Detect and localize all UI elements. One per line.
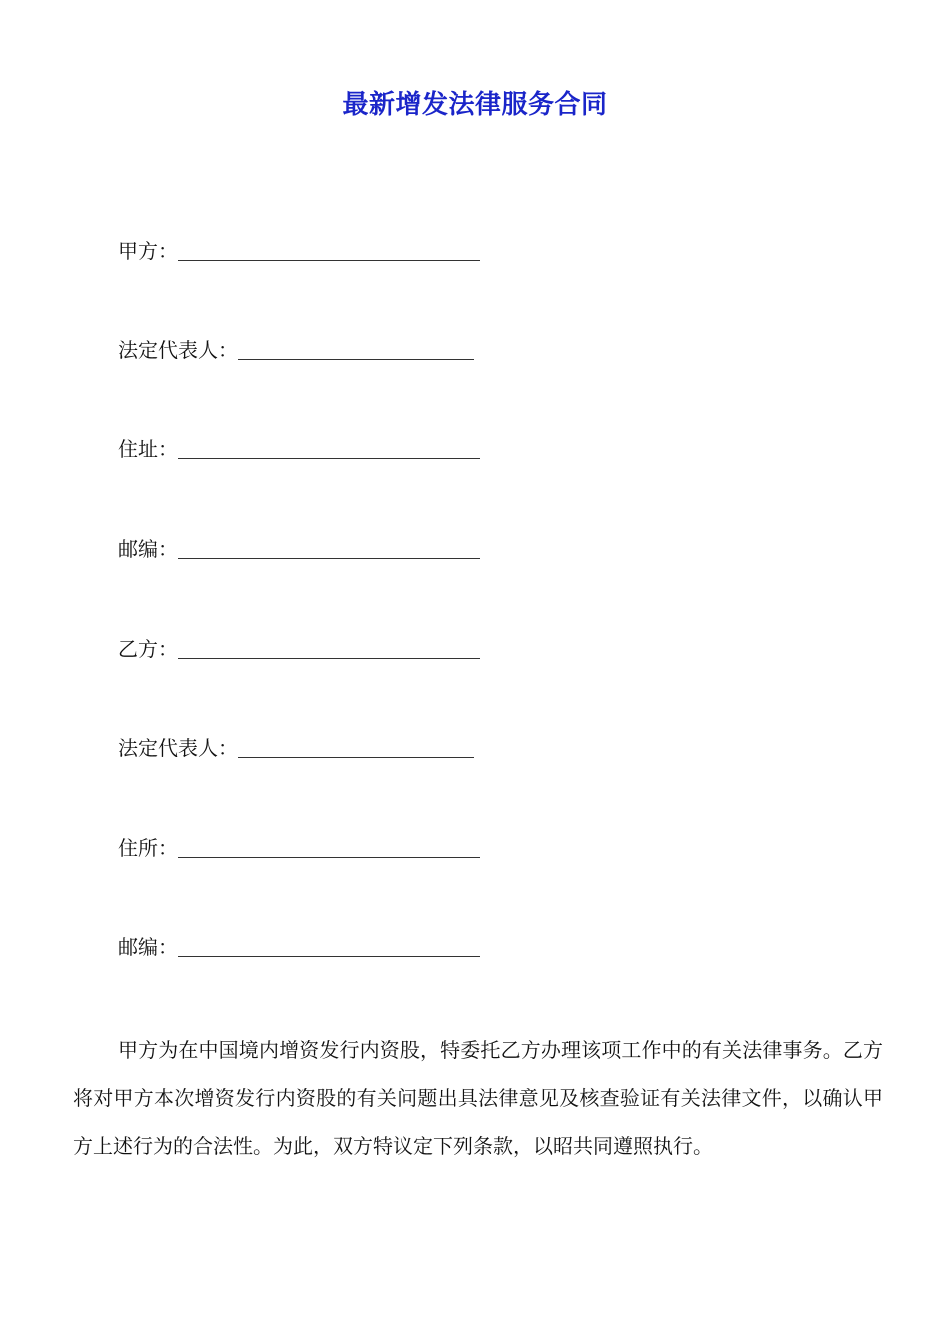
- party-a-address-label: 住址：: [118, 437, 178, 461]
- party-b-address-field: [118, 834, 480, 862]
- party-b-postcode-field: [118, 933, 480, 961]
- party-a-postcode-blank-line: [178, 558, 480, 559]
- party-b-postcode-blank-line: [178, 956, 480, 957]
- party-b-field: [118, 635, 480, 663]
- party-a-label: 甲方：: [118, 239, 178, 263]
- party-b-legal-rep-label: 法定代表人：: [118, 736, 238, 760]
- party-b-address-label: 住所：: [118, 836, 178, 860]
- party-b-label: 乙方：: [118, 637, 178, 661]
- party-b-postcode-label: 邮编：: [118, 935, 178, 959]
- party-b-address-blank-line: [178, 857, 480, 858]
- party-a-blank-line: [178, 260, 480, 261]
- party-a-legal-rep-field: [118, 336, 474, 364]
- body-paragraph: 甲方为在中国境内增资发行内资股，特委托乙方办理该项工作中的有关法律事务。乙方将对甲方本次增资发行内资股的有关问题出具法律意见及核查验证有关法律文件，以确认甲方上述行为的合法性。为此，双方特议定下列条款，以昭共同遵照执行。: [73, 1038, 883, 1158]
- party-b-legal-rep-blank-line: [238, 757, 474, 758]
- party-a-address-field: [118, 435, 480, 463]
- party-b-legal-rep-field: [118, 734, 474, 762]
- document-title: 最新增发法律服务合同: [342, 90, 608, 120]
- party-b-blank-line: [178, 658, 480, 659]
- party-a-address-blank-line: [178, 458, 480, 459]
- party-a-legal-rep-blank-line: [238, 359, 474, 360]
- party-a-postcode-field: [118, 535, 480, 563]
- party-a-legal-rep-label: 法定代表人：: [118, 338, 238, 362]
- party-a-field: [118, 237, 480, 265]
- party-a-postcode-label: 邮编：: [118, 537, 178, 561]
